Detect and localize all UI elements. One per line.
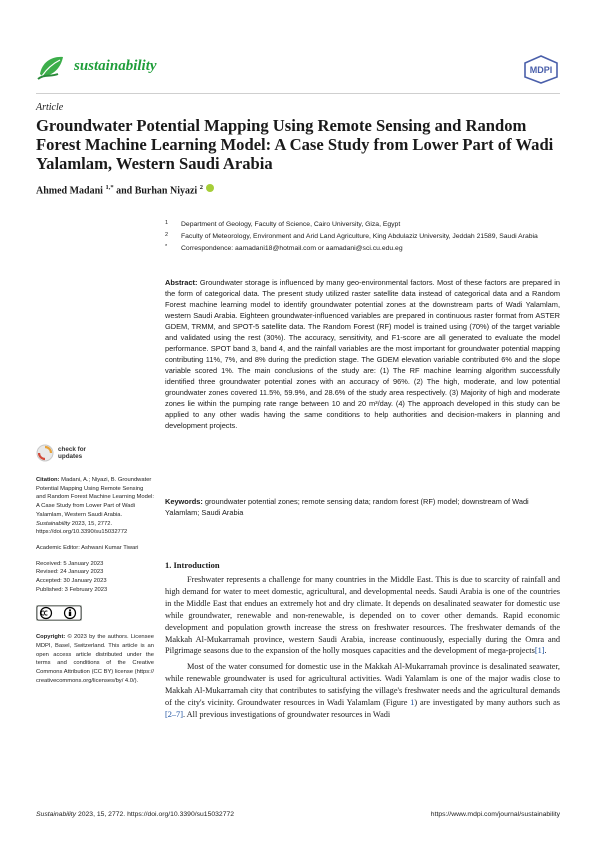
publisher-name: MDPI — [529, 65, 553, 75]
citation-journal: Sustainability — [36, 520, 71, 527]
author-list — [36, 184, 214, 196]
header-divider — [36, 93, 560, 94]
affiliations — [165, 220, 560, 256]
introduction-body — [165, 574, 560, 725]
date-accepted: Accepted: 30 January 2023 — [36, 578, 107, 585]
paragraph-text: . — [544, 646, 547, 656]
author-marks: 2 — [199, 184, 203, 191]
figure-link[interactable]: 1 — [410, 698, 415, 708]
cc-by-license-icon[interactable] — [36, 605, 82, 621]
correspondence-item — [165, 244, 560, 253]
affiliation-mark: 2 — [165, 232, 169, 238]
affiliation-text: Faculty of Meteorology, Environment and Arid Land Agriculture, King Abdulaziz University, Jeddah 21589, Saudi Arabia — [181, 233, 538, 240]
mdpi-logo-icon[interactable] — [522, 54, 560, 84]
abstract — [165, 277, 560, 431]
orcid-icon[interactable] — [206, 184, 214, 192]
date-published: Published: 3 February 2023 — [36, 586, 108, 593]
section-heading: 1. Introduction — [165, 560, 220, 570]
date-revised: Revised: 24 January 2023 — [36, 569, 104, 576]
affiliation-text: Department of Geology, Faculty of Science, Cairo University, Giza, Egypt — [181, 221, 401, 228]
keywords-text: groundwater potential zones; remote sensing data; random forest (RF) model; downstream of Wadi Yalamlam; Saudi Arabia — [165, 497, 529, 517]
page-footer — [36, 811, 560, 823]
footer-citation — [36, 811, 234, 818]
academic-editor: Academic Editor: Ashwani Kumar Tiwari — [36, 544, 139, 551]
journal-header — [36, 50, 560, 86]
check-updates-icon — [36, 444, 54, 462]
check-updates-line1: check for — [58, 446, 86, 453]
keywords-label: Keywords: — [165, 497, 203, 506]
paragraph — [165, 574, 560, 657]
check-updates-line2: updates — [58, 453, 83, 460]
copyright-text: © 2023 by the authors. Licensee MDPI, Basel, Switzerland. This article is an open access article distributed under the terms and conditions of the Creative Commons Attribution (CC BY) license (https:// creativecommons.org/licenses/by/ 4.0/). — [36, 634, 154, 684]
copyright-label: Copyright: — [36, 634, 66, 641]
author-name: Burhan Niyazi — [134, 185, 198, 197]
date-received: Received: 5 January 2023 — [36, 560, 104, 567]
correspondence-text[interactable]: Correspondence: aamadani18@hotmail.com or aamadani@sci.cu.edu.eg — [181, 245, 403, 252]
paragraph-text: . All previous investigations of groundwater resources in Wadi — [182, 709, 391, 719]
keywords — [165, 496, 560, 518]
reference-link[interactable]: [1] — [534, 646, 545, 656]
paragraph-text: ) are investigated by many authors such as — [414, 698, 561, 708]
citation-label: Citation: — [36, 477, 60, 483]
abstract-text: Groundwater storage is influenced by many geo-environmental factors. Most of these factors are prepared in the form of categorical data. The present study utilized raster satellite data instead of categorical data and a Random Forest machine learning model to identify groundwater potential zones at the downstream parts of Wadi Yalamlam, western Saudi Arabia. Eighteen groundwater-influenced variables are prepared in continuous raster format from ASTER GDEM, TRMM, and SPOT-5 satellite data. The Random Forest (RF) model is trained using (70%) of the target variable and validated using the rest (30%). The accuracy, sensitivity, and F1-score are all generated to evaluate the model performance. SPOT band 3, band 4, and the rainfall variables are the most important for groundwater potential mapping contributing 11%, 7%, and 8% during the prediction stage. The GDEM elevation variable contributed 6% and the slope variable scored 1%. The main conclusions of the study are: (1) The RF machine learning algorithm successfully identified three groundwater potential zones with an accuracy of 96%. (2) The high, moderate, and low potential groundwater zones covered 11.5%, 59.9%, and 28.6% of the study area respectively. (3) Majority of high and moderate zones lie within the pumping rate range between 10 and 20 m³/day. (4) The approach developed in this study can be applied to any other wadis having the same conditions to help authorities and decision-makers in planning and development projects. — [165, 278, 561, 430]
paragraph — [165, 661, 560, 721]
article-title: Groundwater Potential Mapping Using Remote Sensing and Random Forest Machine Learning Model: A Case Study from Lower Part of Wadi Yalamlam, Western Saudi Arabia — [36, 116, 554, 173]
citation-details[interactable]: 2023, 15, 2772. https://doi.org/10.3390/su15032772 — [36, 520, 128, 536]
citation-text: Madani, A.; Niyazi, B. Groundwater Potential Mapping Using Remote Sensing and Random Forest Machine Learning Model: A Case Study from Lower Part of Wadi Yalamlam, Western Saudi Arabia. — [36, 477, 154, 518]
paragraph-text: Freshwater represents a challenge for many countries in the Middle East. This is due to scarcity of rainfall and high demand for water to meet domestic, agricultural, and developmental needs. Saudi Arabia is one of the countries in the Middle East that endues an extremely hot and dry climate. It depends on desalinated seawater for domestic use while groundwater, renewable and non-renewable, is depended on to cover other demands. Rapid economic development and population growth increase the stress on freshwater resources. The freshwater demands of the Makkah Al-Mukarramah province, western Saudi Arabia, increase continuously, especially during the Omra and Pilgrimage seasons due to the expansion of the holly mosques capacities and the development of mega-projects — [165, 575, 560, 656]
affiliation-item — [165, 232, 560, 241]
paragraph-text: Most of the water consumed for domestic use in the Makkah Al-Mukarramah province is desalinated seawater, while renewable groundwater is used for agricultural activities. Wadi Yalamlam is one of the major wadis close to Makkah Al-Mukarramah city that contributes to satisfying the village's freshwater needs and the agricultural demands of the city's vicinity. Groundwater resources in Wadi Yalamlam (Figure — [165, 662, 560, 708]
author-marks: 1,* — [105, 184, 114, 191]
affiliation-mark: * — [165, 244, 168, 250]
affiliation-mark: 1 — [165, 220, 169, 226]
article-type: Article — [36, 102, 64, 113]
article-sidebar — [36, 444, 154, 685]
footer-doi[interactable]: 2023, 15, 2772. https://doi.org/10.3390/su15032772 — [77, 811, 235, 818]
affiliation-item — [165, 220, 560, 229]
reference-link[interactable]: [2–7] — [165, 709, 183, 719]
abstract-label: Abstract: — [165, 278, 198, 287]
copyright-notice — [36, 633, 154, 685]
footer-journal: Sustainability — [36, 811, 77, 818]
author-joiner: and — [116, 185, 133, 197]
footer-journal-url[interactable]: https://www.mdpi.com/journal/sustainability — [430, 811, 560, 818]
journal-name[interactable]: sustainability — [74, 58, 157, 74]
citation-block — [36, 476, 154, 537]
leaf-logo-icon — [36, 52, 66, 82]
publication-dates — [36, 560, 154, 595]
author-name: Ahmed Madani — [36, 185, 103, 197]
check-for-updates-button[interactable] — [36, 444, 154, 466]
